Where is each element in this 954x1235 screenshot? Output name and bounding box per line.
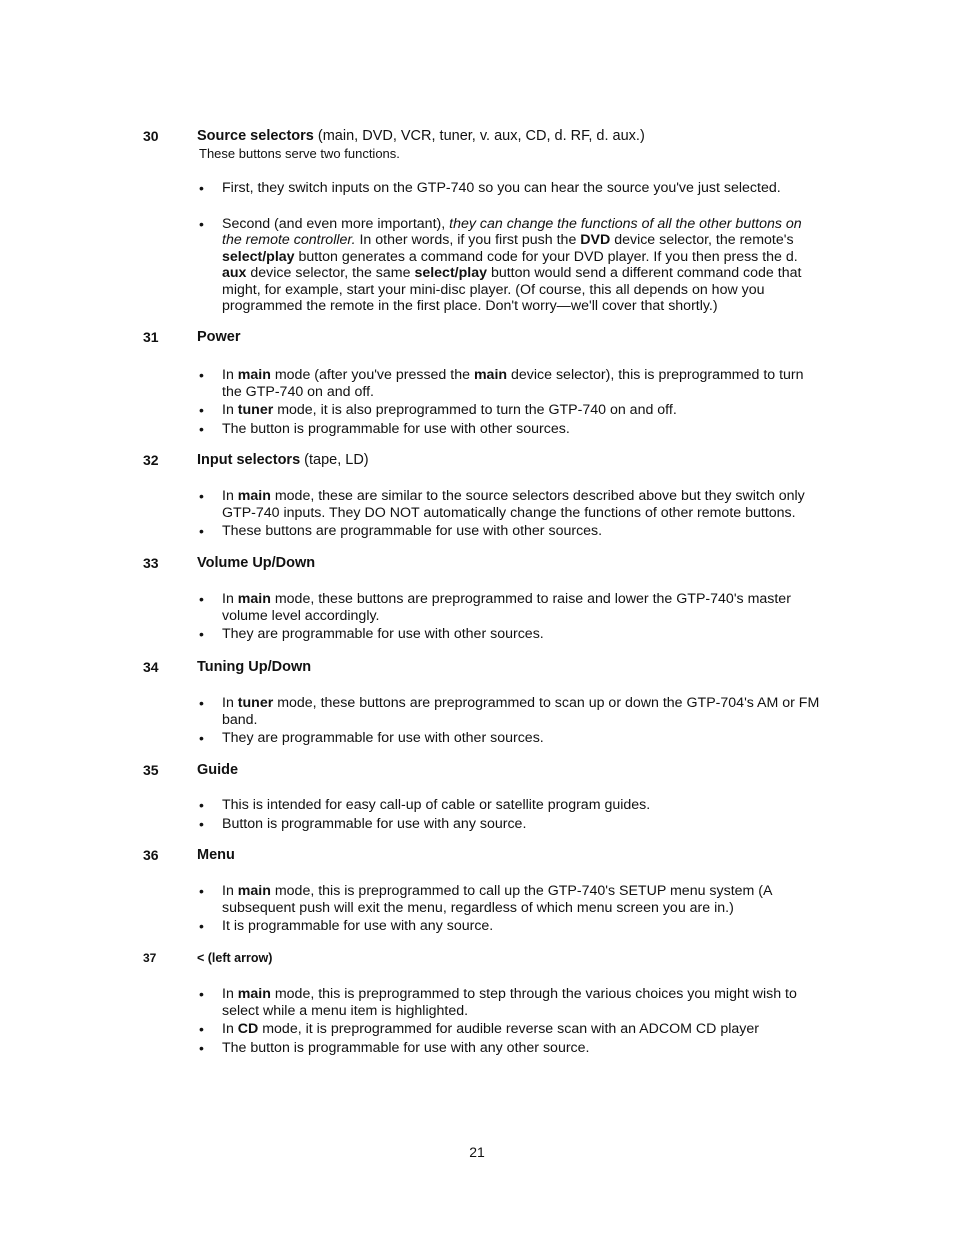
item-title: Tuning Up/Down	[197, 659, 312, 675]
list-item: • In tuner mode, these buttons are preprogrammed to scan up or down the GTP-704's AM or FM band.	[199, 695, 820, 728]
item-number: 30	[143, 128, 159, 144]
item-number: 37	[143, 951, 157, 965]
bullet-list	[0, 797, 954, 832]
item-title	[197, 452, 369, 468]
item-title	[197, 128, 645, 144]
item-title: Menu	[197, 847, 235, 863]
item-number: 35	[143, 762, 159, 778]
list-item: • In main mode, these are similar to the source selectors described above but they switch only GTP-740 inputs. They DO NOT automatically change the functions of other remote buttons.	[199, 488, 805, 521]
list-item: • In main mode, this is preprogrammed to call up the GTP-740's SETUP menu system (A subsequent push will exit the menu, regardless of which menu screen you are in.)	[199, 883, 772, 916]
list-item: • They are programmable for use with other sources.	[199, 626, 544, 642]
item-title: Volume Up/Down	[197, 555, 316, 571]
bullet-icon: •	[199, 523, 204, 539]
bullet-icon: •	[199, 367, 204, 383]
bullet-icon: •	[199, 626, 204, 642]
bullet-icon: •	[199, 815, 204, 832]
item-title: Guide	[197, 762, 239, 778]
bullet-list	[0, 591, 954, 643]
bullet-icon: •	[199, 420, 204, 437]
bullet-list	[0, 883, 954, 935]
list-item: • In main mode, this is preprogrammed to step through the various choices you might wish to select while a menu item is highlighted.	[199, 986, 797, 1019]
item-number: 32	[143, 452, 159, 468]
list-item: • In main mode, these buttons are preprogrammed to raise and lower the GTP-740's master volume level accordingly.	[199, 591, 791, 624]
title-rest: (main, DVD, VCR, tuner, v. aux, CD, d. RF, d. aux.)	[313, 128, 645, 144]
bullet-icon: •	[199, 986, 204, 1002]
item-number: 33	[143, 555, 159, 571]
list-item: • First, they switch inputs on the GTP-740 so you can hear the source you've just selected.	[199, 180, 781, 196]
list-item: • In CD mode, it is preprogrammed for audible reverse scan with an ADCOM CD player	[199, 1021, 759, 1037]
list-item: • It is programmable for use with any source.	[199, 918, 494, 934]
list-item: • This is intended for easy call-up of cable or satellite program guides.	[199, 797, 651, 813]
title-bold: Source selectors	[197, 128, 314, 144]
list-item: • The button is programmable for use with any other source.	[199, 1039, 590, 1056]
bullet-icon: •	[199, 1021, 204, 1037]
item-title: Power	[197, 329, 241, 345]
bullet-icon: •	[199, 883, 204, 899]
list-item: • These buttons are programmable for use with other sources.	[199, 523, 603, 539]
bullet-list	[0, 488, 954, 540]
list-item: • The button is programmable for use with other sources.	[199, 420, 570, 437]
bullet-list	[0, 180, 954, 315]
title-bold: Input selectors	[197, 452, 301, 468]
bullet-icon: •	[199, 730, 204, 746]
bullet-icon: •	[199, 591, 204, 607]
bullet-icon: •	[199, 180, 204, 196]
bullet-icon: •	[199, 488, 204, 504]
item-number: 31	[143, 329, 159, 345]
bullet-list	[0, 695, 954, 747]
bullet-list	[0, 986, 954, 1056]
list-item: • Button is programmable for use with any source.	[199, 815, 527, 832]
list-item: • In main mode (after you've pressed the main device selector), this is preprogrammed to turn the GTP-740 on and off.	[199, 367, 804, 400]
list-item: • They are programmable for use with other sources.	[199, 730, 544, 746]
bullet-icon: •	[199, 215, 204, 232]
bullet-list	[0, 367, 954, 437]
list-item: • In tuner mode, it is also preprogrammed to turn the GTP-740 on and off.	[199, 402, 677, 418]
title-rest: (tape, LD)	[300, 452, 369, 468]
bullet-icon: •	[199, 918, 204, 934]
bullet-icon: •	[199, 402, 204, 418]
list-item: • Second (and even more important), they can change the functions of all the other buttons on the remote controller. In other words, if you first push the DVD device selector, the remote's select/play button generates a command code for your DVD player. If you then press the d. aux device selector, the same select/play button would send a different command code that might, for example, start your mini-disc player. (Of course, this all depends on how you programmed the remote in the first place. Don't worry—we'll cover that shortly.)	[199, 215, 802, 314]
item-number: 36	[143, 847, 159, 863]
bullet-icon: •	[199, 695, 204, 711]
item-subnote: These buttons serve two functions.	[199, 146, 400, 161]
bullet-icon: •	[199, 1039, 204, 1056]
page-number: 21	[469, 1144, 485, 1160]
item-title: < (left arrow)	[197, 951, 273, 965]
item-number: 34	[143, 659, 159, 675]
bullet-icon: •	[199, 797, 204, 813]
